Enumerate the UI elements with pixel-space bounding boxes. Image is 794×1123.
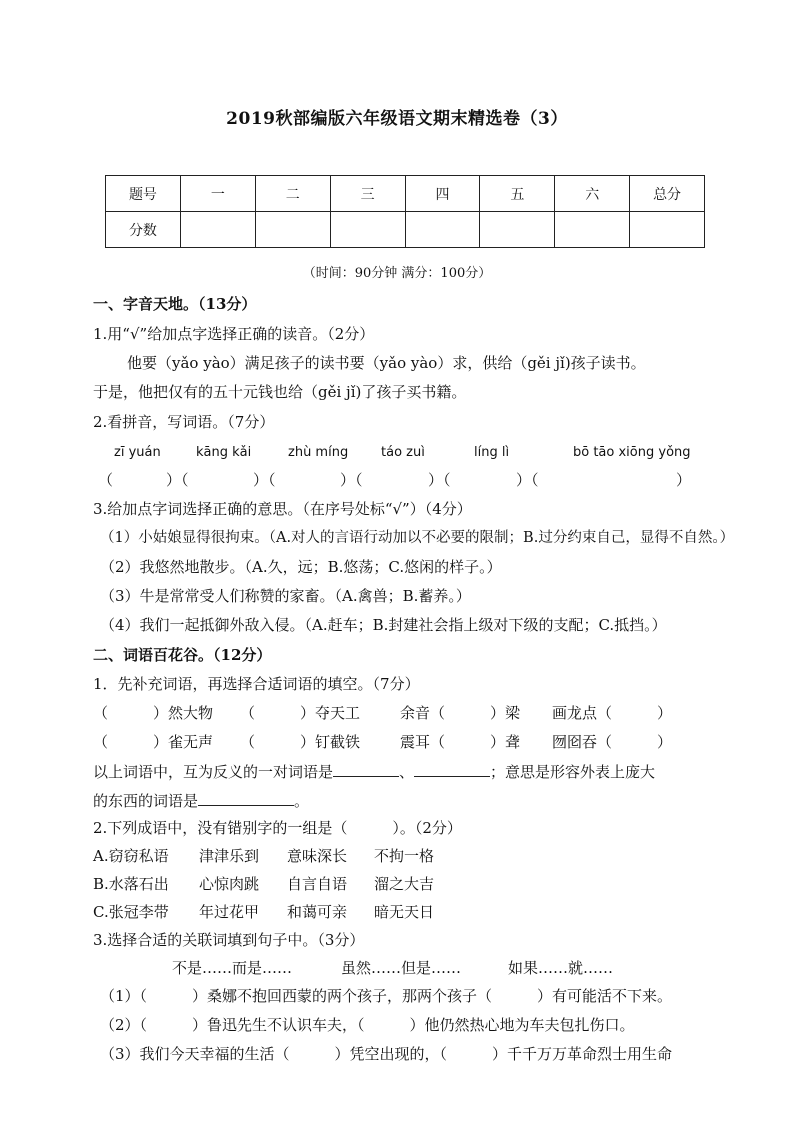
option-word: 津津乐到 [199, 847, 260, 865]
score-cell[interactable] [405, 212, 480, 248]
section2-heading: 二、词语百花谷。（12分） [93, 646, 272, 664]
answer-blank-paren[interactable]: ）（ [428, 471, 451, 489]
section1-q3-item: （4）我们一起抵御外敌入侵。（A.赶车；B.封建社会指上级对下级的支配；C.抵挡。） [100, 616, 667, 634]
exam-title: 2019秋部编版六年级语文期末精选卷（3） [226, 109, 568, 129]
conjunction-option: 不是……而是…… [172, 959, 293, 977]
fill-text: 以上词语中，互为反义的一对词语是 [93, 763, 334, 781]
section2-q1: 1．先补充词语，再选择合适词语的填空。（7分） [93, 675, 420, 693]
score-header-cell: 五 [480, 176, 555, 212]
pinyin-item: zhù míng [288, 445, 349, 460]
conjunction-option: 如果……就…… [508, 959, 614, 977]
section1-heading: 一、字音天地。（13分） [93, 295, 257, 313]
fill-blank[interactable] [414, 762, 490, 777]
section2-q3-item: （2）（ ）鲁迅先生不认识车夫，（ ）他仍然热心地为车夫包扎伤口。 [100, 1016, 635, 1034]
score-header-cell: 题号 [106, 176, 181, 212]
option-word: 年过花甲 [199, 903, 260, 921]
score-cell[interactable] [330, 212, 405, 248]
time-info: （时间：90分钟 满分：100分） [302, 266, 492, 281]
fill-text: 。 [294, 792, 310, 810]
pinyin-item: kāng kǎi [196, 445, 252, 460]
answer-blank-paren[interactable]: ） [676, 471, 692, 489]
pinyin-item: táo zuì [381, 445, 425, 460]
section1-q3-item: （3）牛是常常受人们称赞的家畜。（A.禽兽；B.蓄养。） [100, 587, 471, 605]
score-row-label: 分数 [106, 212, 181, 248]
idiom-item[interactable]: 囫囵吞（ ） [552, 733, 673, 751]
score-table-score-row [106, 212, 705, 248]
score-header-cell: 四 [405, 176, 480, 212]
pinyin-item: zī yuán [114, 445, 161, 460]
fill-blank[interactable] [198, 791, 294, 806]
score-cell[interactable] [255, 212, 330, 248]
score-table [105, 175, 705, 248]
option-word: A.窃窃私语 [93, 847, 169, 865]
score-header-cell: 三 [330, 176, 405, 212]
section2-q3-item: （1）（ ）桑娜不抱回西蒙的两个孩子，那两个孩子（ ）有可能活不下来。 [100, 987, 673, 1005]
section1-q3-item: （2）我悠然地散步。（A.久，远；B.悠荡；C.悠闲的样子。） [100, 558, 502, 576]
pinyin-item: líng lì [474, 445, 510, 460]
idiom-item[interactable]: 画龙点（ ） [552, 704, 673, 722]
option-word: 不拘一格 [374, 847, 435, 865]
score-table-header-row [106, 176, 705, 212]
option-word: 和蔼可亲 [287, 903, 348, 921]
section2-q3: 3.选择合适的关联词填到句子中。（3分） [93, 931, 365, 949]
score-header-cell: 二 [255, 176, 330, 212]
conjunction-option: 虽然……但是…… [341, 959, 462, 977]
answer-blank-paren[interactable]: ）（ [166, 471, 189, 489]
fill-text: ；意思是形容外表上庞大 [490, 763, 656, 781]
score-cell[interactable] [555, 212, 630, 248]
score-cell[interactable] [630, 212, 705, 248]
option-word: 自言自语 [287, 875, 348, 893]
idiom-item[interactable]: 余音（ ）梁 [400, 704, 521, 722]
answer-blank-paren[interactable]: ）（ [253, 471, 276, 489]
section1-q3-item: （1）小姑娘显得很拘束。（A.对人的言语行动加以不必要的限制；B.过分约束自己，显得不自然。） [100, 530, 735, 546]
idiom-item[interactable]: （ ）夺天工 [240, 704, 361, 722]
idiom-item[interactable]: （ ）雀无声 [93, 733, 214, 751]
option-word: B.水落石出 [93, 875, 169, 893]
section2-q1-fill-line2 [93, 791, 309, 811]
option-word: C.张冠李带 [93, 903, 169, 921]
section1-q1-text1: 他要（yǎo yào）满足孩子的读书要（yǎo yào）求，供给（gěi jǐ)孩子读书。 [127, 354, 646, 372]
answer-blank-paren[interactable]: ）（ [340, 471, 363, 489]
option-word: 溜之大吉 [374, 875, 435, 893]
idiom-item[interactable]: 震耳（ ）聋 [400, 733, 521, 751]
section2-q2: 2.下列成语中，没有错别字的一组是（ ）。（2分） [93, 819, 462, 837]
score-header-cell: 总分 [630, 176, 705, 212]
option-word: 心惊肉跳 [199, 875, 260, 893]
answer-blank-paren: （ [98, 471, 114, 489]
idiom-item[interactable]: （ ）然大物 [93, 704, 214, 722]
score-header-cell: 六 [555, 176, 630, 212]
score-header-cell: 一 [180, 176, 255, 212]
section2-q3-item: （3）我们今天幸福的生活（ ）凭空出现的，（ ）千千万万革命烈士用生命 [100, 1045, 673, 1063]
score-cell[interactable] [180, 212, 255, 248]
section1-q2: 2.看拼音，写词语。（7分） [93, 413, 275, 431]
section2-q1-fill-line1 [93, 762, 655, 782]
option-word: 暗无天日 [374, 903, 435, 921]
section1-q1-text2: 于是，他把仅有的五十元钱也给（gěi jǐ)了孩子买书籍。 [93, 383, 467, 401]
section1-q3: 3.给加点字词选择正确的意思。（在序号处标“√”）（4分） [93, 500, 472, 518]
pinyin-item: bō tāo xiōng yǒng [573, 445, 691, 460]
fill-text: 的东西的词语是 [93, 792, 199, 810]
fill-blank[interactable] [333, 762, 399, 777]
answer-blank-paren[interactable]: ）（ [516, 471, 539, 489]
option-word: 意味深长 [287, 847, 348, 865]
section1-q1: 1.用“√”给加点字选择正确的读音。（2分） [93, 325, 375, 343]
fill-text: 、 [399, 763, 415, 781]
idiom-item[interactable]: （ ）钉截铁 [240, 733, 361, 751]
score-cell[interactable] [480, 212, 555, 248]
